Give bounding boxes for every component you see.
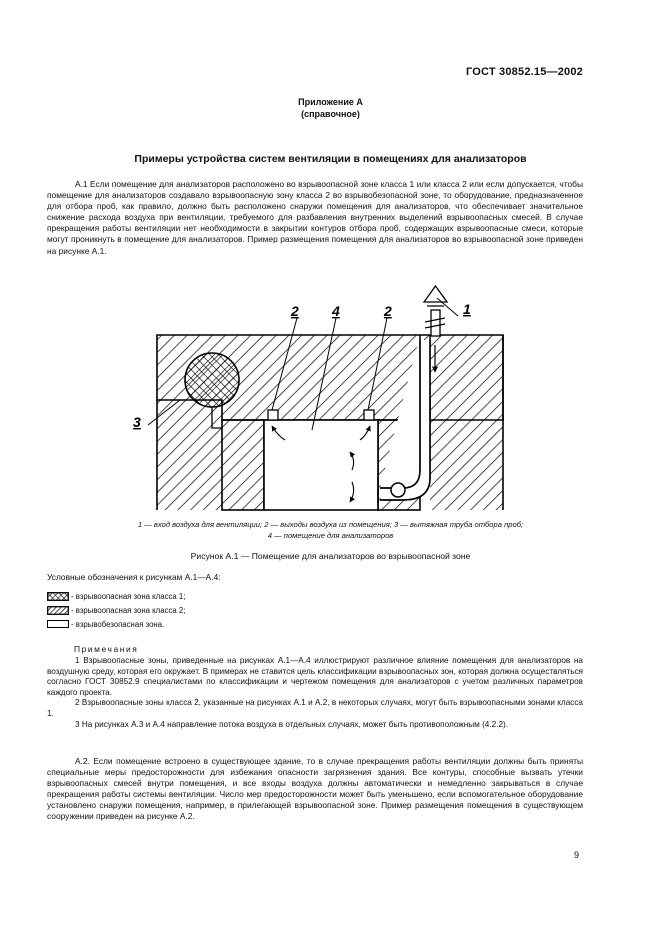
paragraph-a1 <box>47 179 583 257</box>
hazard-zone-class-2-right <box>430 420 503 510</box>
section-title: Примеры устройства систем вентиляции в помещениях для анализаторов <box>134 153 527 165</box>
standard-number: ГОСТ 30852.15—2002 <box>465 66 583 78</box>
figure-label-1: 1 <box>463 301 471 317</box>
legend-label-class2: - взрывоопасная зона класса 2; <box>71 605 186 615</box>
legend-swatch-safe <box>47 620 69 628</box>
air-outlet-right <box>364 410 374 420</box>
legend-label-class1: - взрывоопасная зона класса 1; <box>71 591 186 601</box>
paragraph-a2 <box>47 756 583 823</box>
hazard-zone-class-1 <box>185 353 239 407</box>
figure-label-2a: 2 <box>291 303 299 319</box>
legend-item-class2 <box>47 604 185 616</box>
legend-label-safe: - взрывобезопасная зона. <box>71 619 165 629</box>
legend-item-class1 <box>47 590 185 602</box>
note-2: 2 Взрывоопасные зоны класса 2, указанные на рисунках А.1 и А.2, в некоторых случаях, могут быть взрывоопасными зонами класса 1. <box>47 698 583 718</box>
figure-a1 <box>0 280 661 515</box>
paragraph-a1-text: А.1 Если помещение для анализаторов расположено во взрывоопасной зоне класса 1 или класса 2 или если допускается, чтобы помещение для анализаторов создавало взрывоопасную зону класса 2 во взрывобезопасной зоне, то оборудование, предназначенное для отбора проб, как правило, должно быть расположено снаружи помещения для анализаторов, что обеспечивает значительное снижение расхода воздуха при вентиляции, требуемого для разбавления внутренних выделений взрывоопасных смесей. В случае прекращения работы вентиляции нет необходимости в закрытии контуров отбора проб, содержащих взрывоопасные смеси, которые могут проникнуть в помещение для анализаторов. Пример размещения помещения для анализаторов во взрывоопасной зоне приведен на рисунке А.1. <box>47 179 583 256</box>
figure-title: Рисунок А.1 — Помещение для анализаторов во взрывоопасной зоне <box>190 551 471 561</box>
air-inlet-cap <box>424 286 447 302</box>
annex-subtitle: (справочное) <box>301 109 360 119</box>
figure-label-3: 3 <box>133 414 141 430</box>
page-number: 9 <box>573 850 579 860</box>
figure-label-2b: 2 <box>384 303 392 319</box>
figure-label-4: 4 <box>332 303 340 319</box>
analyzer-room <box>264 420 378 510</box>
figure-caption-line2: 4 — помещение для анализаторов <box>267 531 394 540</box>
figure-caption-line1: 1 — вход воздуха для вентиляции; 2 — выходы воздуха из помещения; 3 — вытяжная труба отбора проб; <box>137 520 524 529</box>
room-wall-left <box>222 420 264 510</box>
note-3: 3 На рисунках А.3 и А.4 направление потока воздуха в отдельных случаях, может быть противоположным (4.2.2). <box>75 719 509 729</box>
air-inlet-pipe <box>431 310 440 336</box>
note-1: 1 Взрывоопасные зоны, приведенные на рисунках А.1—А.4 иллюстрируют различное влияние помещения для анализаторов на воздушную среду, которая его окружает. В примерах не ставится цель классификации взрывоопасных зон, которая должна осуществляться согласно ГОСТ 30852.9 специалистами по классификации и чертежом помещения для анализаторов с учетом различных параметров каждого проекта. <box>47 656 583 697</box>
notes-block <box>47 656 583 730</box>
notes-heading: Примечания <box>74 644 139 654</box>
legend-swatch-class2 <box>47 606 69 615</box>
legend-heading: Условные обозначения к рисункам А.1—А.4: <box>47 572 221 582</box>
paragraph-a2-text: А.2. Если помещение встроено в существующее здание, то в случае прекращения работы вентиляции должны быть приняты специальные меры предосторожности для избежания опасности загрязнения здания. Все контуры, способные вызвать утечки взрывоопасных смесей внутри помещения, и все входы воздуха должны автоматически и немедленно закрываться в случае прекращения работы системы вентиляции. Число мер предосторожности может быть уменьшено, если вспомогательное оборудование установлено снаружи помещения, например, в прилегающей взрывоопасной зоне. Пример размещения помещения в существующем сооружении приведен на рисунке А.2. <box>47 756 583 822</box>
air-outlet-left <box>268 410 278 420</box>
legend-swatch-class1 <box>47 592 69 601</box>
annex-title: Приложение А <box>298 97 363 107</box>
legend-item-safe <box>47 618 164 630</box>
